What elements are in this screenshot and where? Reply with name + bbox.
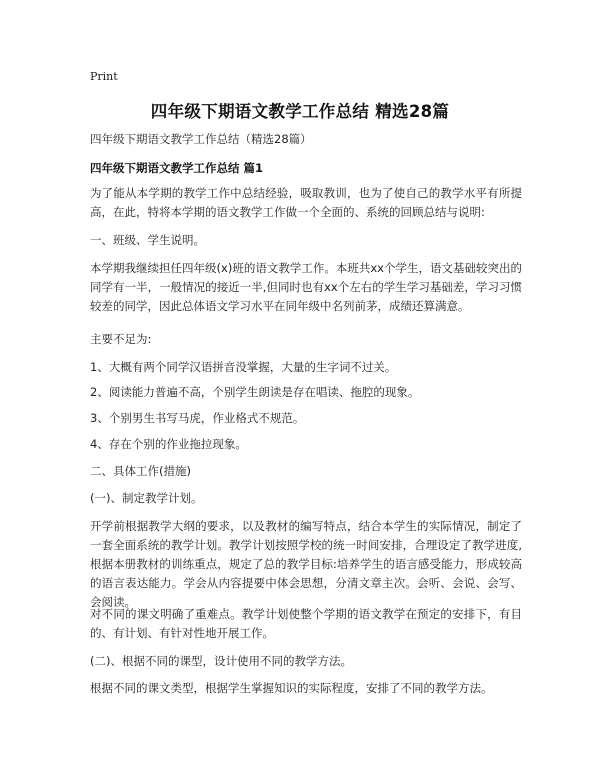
paragraph-methods-description: 根据不同的课文类型，根据学生掌握知识的实际程度，安排了不同的教学方法。	[90, 681, 493, 695]
list-item: 3、个别男生书写马虎，作业格式不规范。	[90, 411, 305, 425]
paragraph-plan-heading: (一)、制定教学计划。	[90, 491, 203, 505]
section-heading: 四年级下期语文教学工作总结 篇1	[90, 161, 264, 175]
paragraph-class-heading: 一、班级、学生说明。	[90, 233, 205, 247]
paragraph-methods-heading: (二)、根据不同的课型，设计使用不同的教学方法。	[90, 654, 352, 668]
paragraph-shortcomings-heading: 主要不足为:	[90, 332, 152, 346]
paragraph-class-description: 本学期我继续担任四年级(x)班的语文教学工作。本班共xx个学生，语文基础较突出的同学有一半，一般情况的接近一半,但同时也有xx个左右的学生学习基础差，学习习惯较差的同学，因此总体语文学习水平在同年级中名列前茅，成绩还算满意。	[90, 261, 522, 313]
paragraph-key-points: 对不同的课文明确了重难点。教学计划使整个学期的语文教学在预定的安排下，有目的、有计划、有针对性地开展工作。	[90, 607, 522, 640]
print-label[interactable]: Print	[90, 70, 118, 83]
paragraph-plan-description: 开学前根据教学大纲的要求，以及教材的编写特点，结合本学生的实际情况，制定了一套全面系统的教学计划。教学计划按照学校的统一时间安排，合理设定了教学进度,根据本册教材的训练重点，规定了总的教学目标:培养学生的语言感受能力，形成较高的语言表达能力。学会从内容提要中体会思想，分清文章主次。会听、会说、会写、会阅读。	[90, 519, 522, 609]
list-item: 2、阅读能力普遍不高，个别学生朗读是存在唱读、拖腔的现象。	[90, 385, 420, 399]
list-item: 1、大概有两个同学汉语拼音没掌握，大量的生字词不过关。	[90, 360, 397, 374]
paragraph-intro: 为了能从本学期的教学工作中总结经验，吸取教训，也为了使自己的教学水平有所提高，在此，特将本学期的语文教学工作做一个全面的、系统的回顾总结与说明:	[90, 186, 522, 219]
page-title: 四年级下期语文教学工作总结 精选28篇	[150, 102, 450, 121]
document-subtitle: 四年级下期语文教学工作总结（精选28篇）	[90, 132, 312, 146]
paragraph-measures-heading: 二、具体工作(措施)	[90, 464, 191, 478]
list-item: 4、存在个别的作业拖拉现象。	[90, 437, 247, 451]
